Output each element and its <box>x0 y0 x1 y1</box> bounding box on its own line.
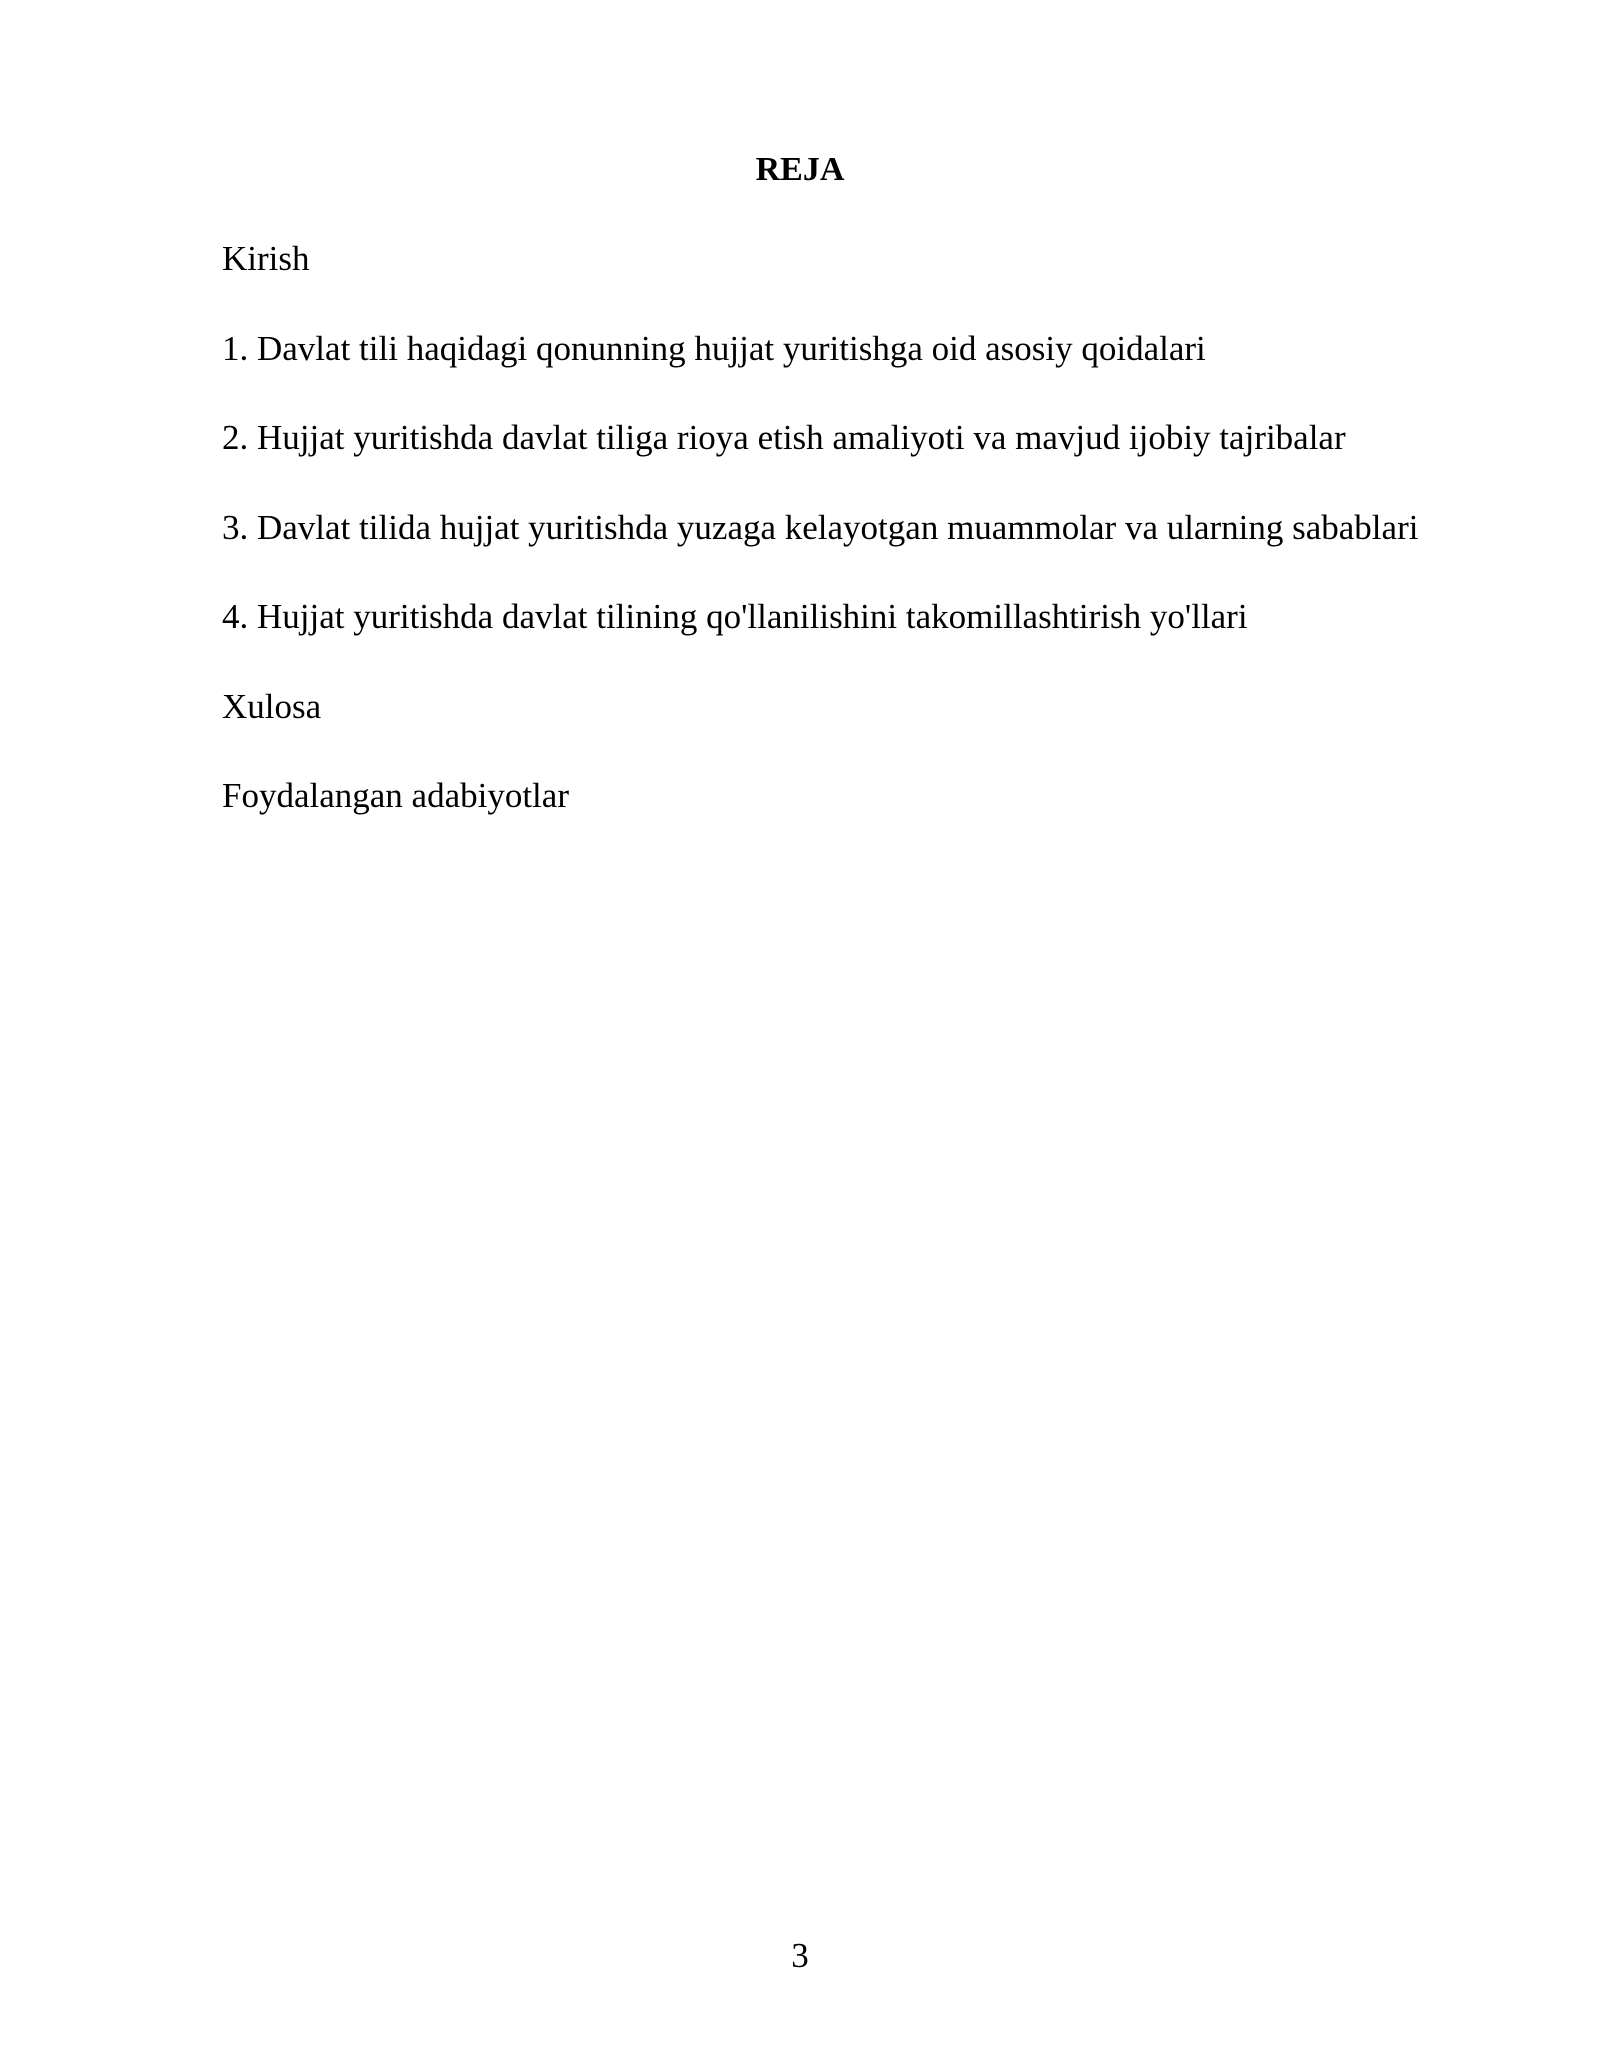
plan-item-3: 3. Davlat tilida hujjat yuritishda yuzaga kelayotgan muammolar va ularning sabablari <box>222 507 1419 547</box>
page-number: 3 <box>791 1936 809 1975</box>
plan-item-4: 4. Hujjat yuritishda davlat tilining qo'llanilishini takomillashtirish yo'llari <box>222 597 1248 636</box>
plan-item-introduction: Kirish <box>222 239 310 278</box>
page-title: REJA <box>755 151 845 188</box>
plan-item-1: 1. Davlat tili haqidagi qonunning hujjat yuritishga oid asosiy qoidalari <box>222 328 1206 368</box>
plan-item-references: Foydalangan adabiyotlar <box>222 776 569 815</box>
plan-item-2: 2. Hujjat yuritishda davlat tiliga rioya etish amaliyoti va mavjud ijobiy tajribalar <box>222 418 1346 457</box>
plan-list <box>222 238 1418 865</box>
plan-item-conclusion: Xulosa <box>222 686 322 726</box>
